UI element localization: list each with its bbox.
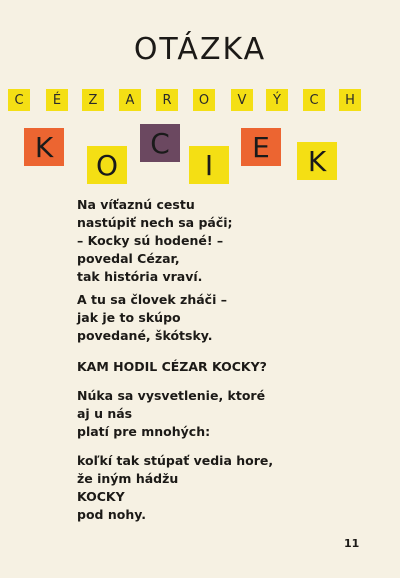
letter-tile: É xyxy=(46,89,68,111)
big-letter-tile: K xyxy=(24,128,64,166)
letter-tile: Ý xyxy=(266,89,288,111)
verse-line: tak história vraví. xyxy=(77,269,203,284)
big-letter-tile: E xyxy=(241,128,281,166)
verse-line: KOCKY xyxy=(77,489,125,504)
big-letter-tile: K xyxy=(297,142,337,180)
verse-line: že iným hádžu xyxy=(77,471,179,486)
verse-line: – Kocky sú hodené! – xyxy=(77,233,224,248)
verse-line: koľkí tak stúpať vedia hore, xyxy=(77,453,274,468)
stanza-2 xyxy=(77,291,227,345)
heading-line: KAM HODIL CÉZAR KOCKY? xyxy=(77,359,267,374)
stanza-3 xyxy=(77,387,265,441)
verse-line: pod nohy. xyxy=(77,507,146,522)
verse-line: nastúpiť nech sa páči; xyxy=(77,215,233,230)
letter-tile: R xyxy=(156,89,178,111)
big-letter-tile: I xyxy=(189,146,229,184)
page-number: 11 xyxy=(344,537,360,550)
letter-tile: O xyxy=(193,89,215,111)
verse-line: A tu sa človek zháči – xyxy=(77,292,227,307)
verse-line: Núka sa vysvetlenie, ktoré xyxy=(77,388,266,403)
letter-tile: H xyxy=(339,89,361,111)
poem-heading xyxy=(77,358,267,376)
verse-line: jak je to skúpo xyxy=(77,310,181,325)
verse-line: Na víťaznú cestu xyxy=(77,197,195,212)
letter-tile: C xyxy=(303,89,325,111)
stanza-4 xyxy=(77,452,273,524)
verse-line: platí pre mnohých: xyxy=(77,424,211,439)
letter-tile: Z xyxy=(82,89,104,111)
verse-line: povedané, škótsky. xyxy=(77,328,213,343)
stanza-1 xyxy=(77,196,233,286)
big-letter-tile: C xyxy=(140,124,180,162)
page-title: OTÁZKA xyxy=(133,32,267,67)
letter-tile: V xyxy=(231,89,253,111)
big-letter-tile: O xyxy=(87,146,127,184)
letter-tile: C xyxy=(8,89,30,111)
verse-line: aj u nás xyxy=(77,406,133,421)
verse-line: povedal Cézar, xyxy=(77,251,180,266)
letter-tile: A xyxy=(119,89,141,111)
